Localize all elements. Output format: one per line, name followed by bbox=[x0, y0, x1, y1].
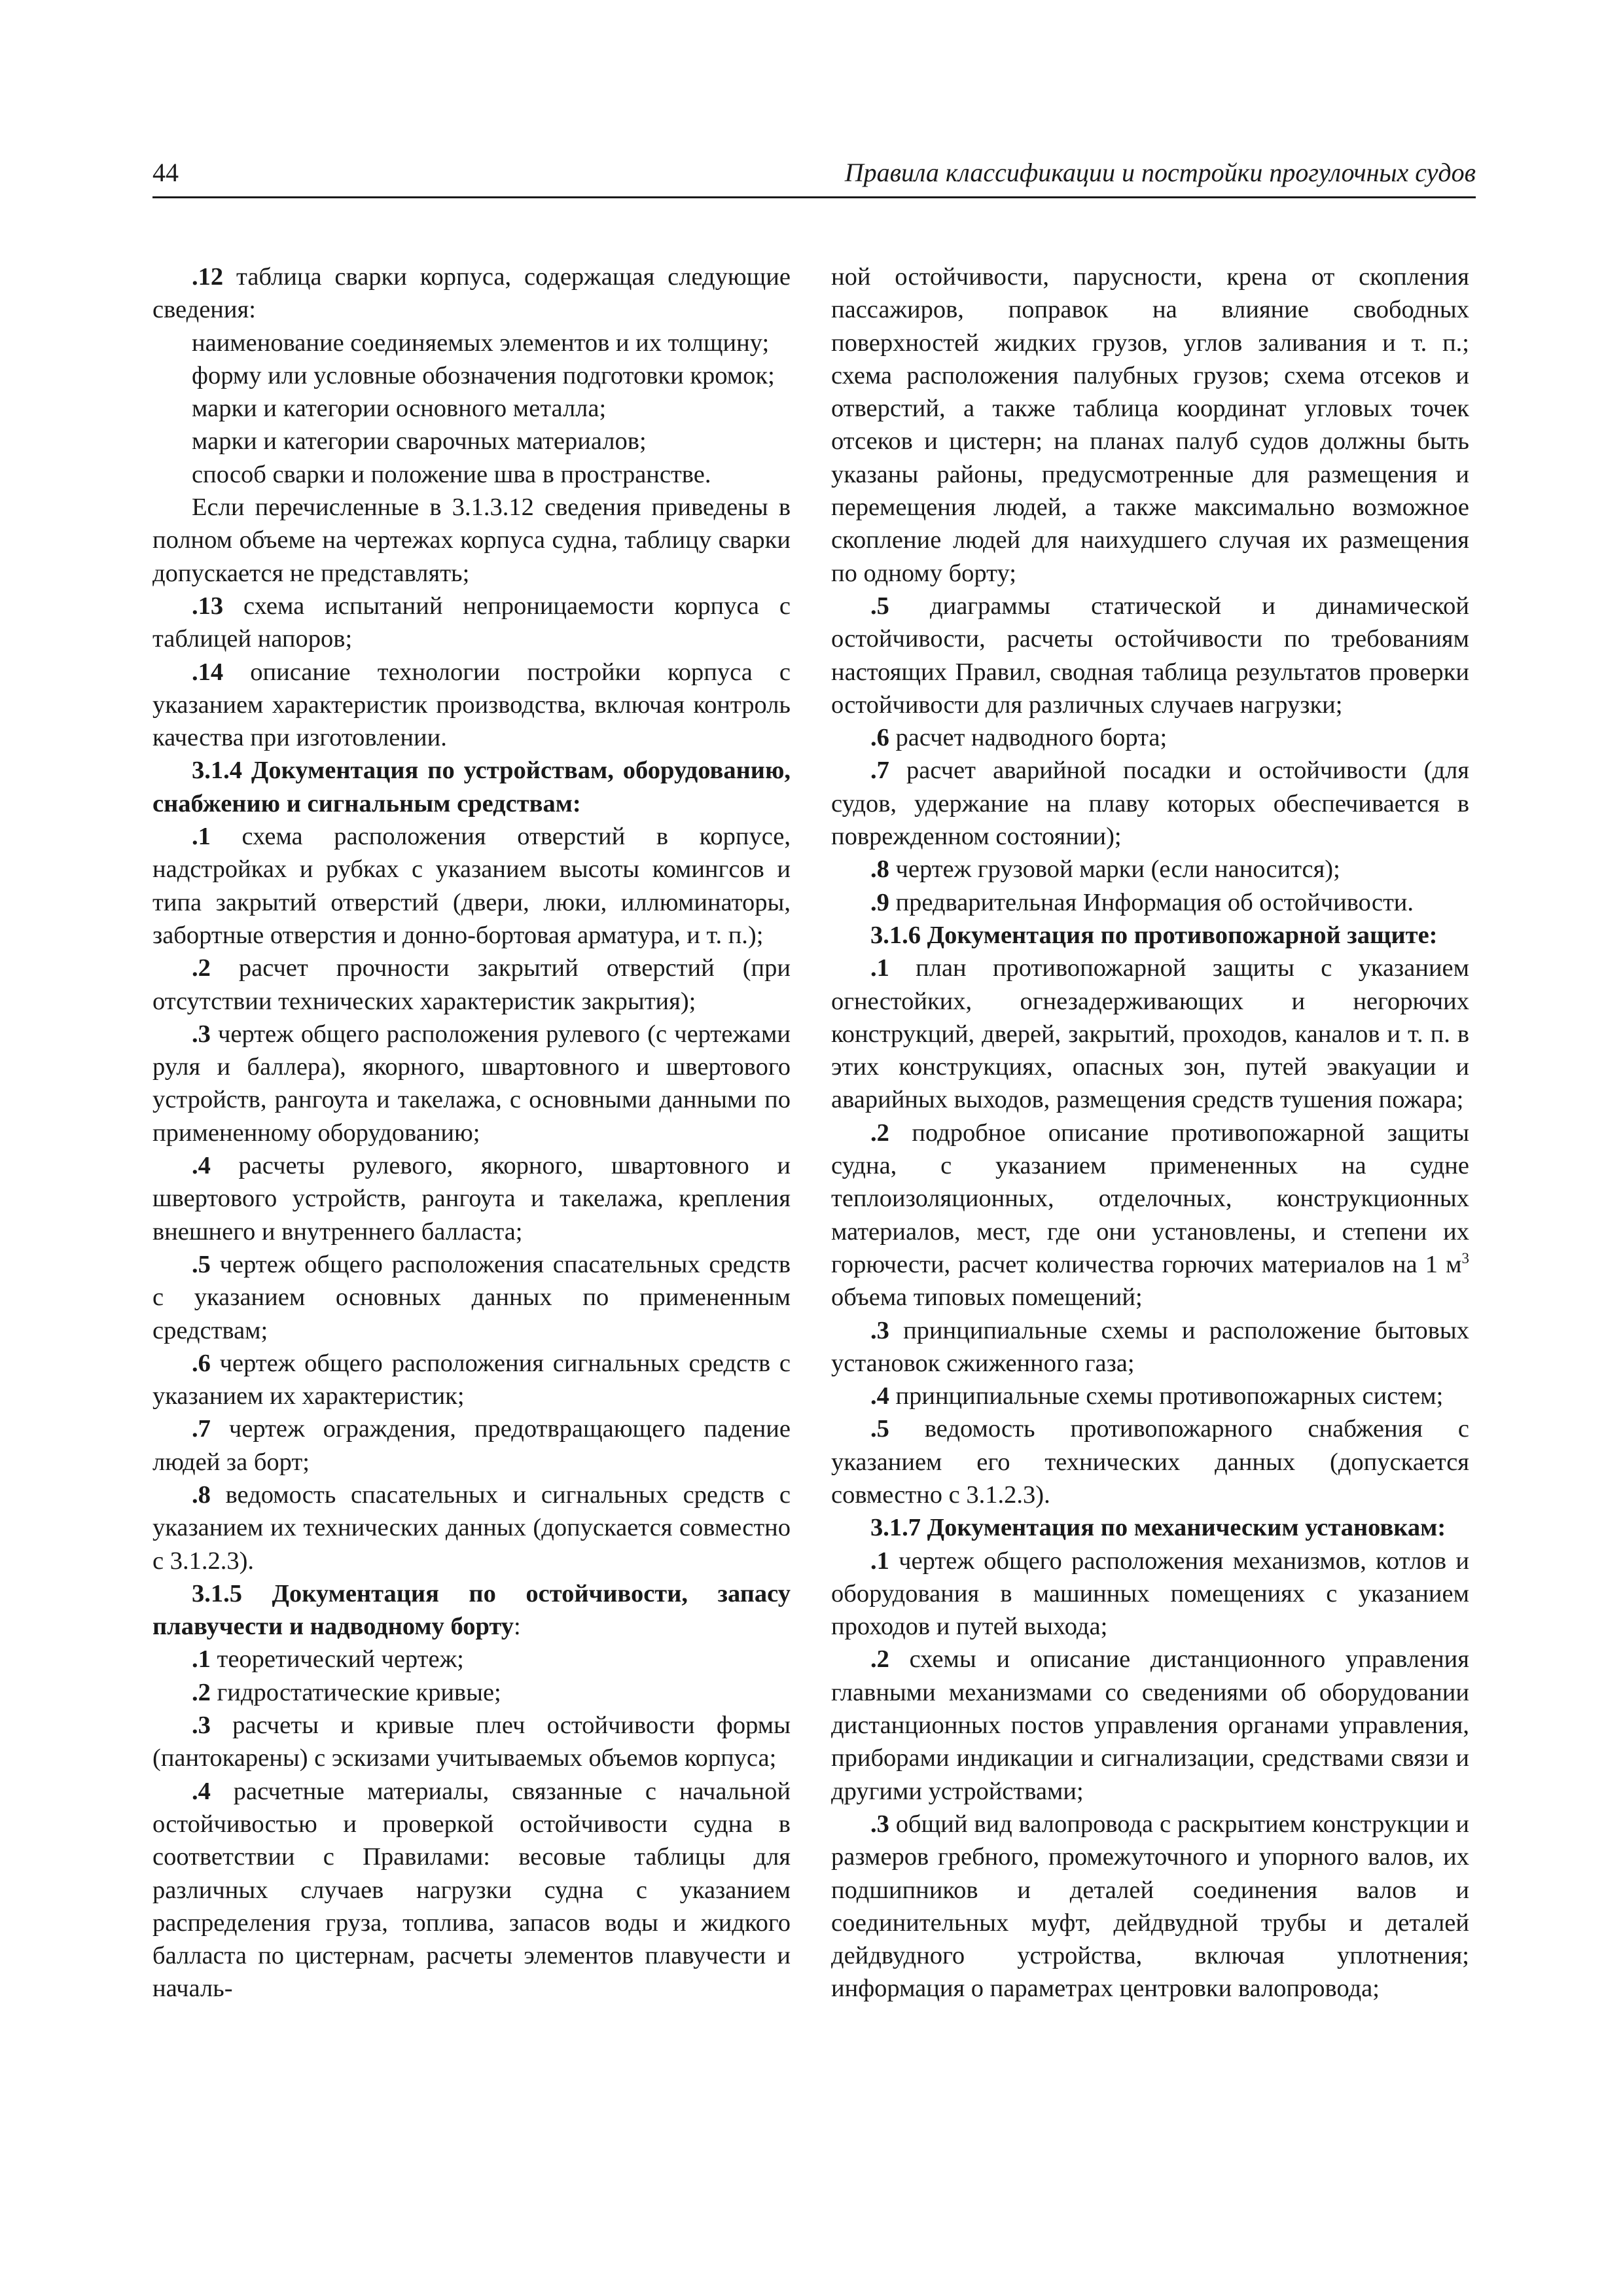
paragraph bbox=[152, 1676, 791, 1709]
paragraph-text: подробное описание противопожарной защиты судна, с указанием примененных на судне теплоизоляционных, отделочных, конструкционных материалов, мест, где они установлены, и степени их горючести, расчет количества горючих материалов на 1 м bbox=[831, 1119, 1469, 1278]
item-number: .3 bbox=[870, 1316, 889, 1344]
item-number: .3 bbox=[192, 1712, 211, 1740]
paragraph bbox=[831, 590, 1469, 721]
section-heading-text: 3.1.4 Документация по устройствам, оборудованию, снабжению и сигнальным средствам: bbox=[152, 757, 791, 817]
paragraph bbox=[152, 1709, 791, 1775]
item-number: .12 bbox=[192, 263, 224, 291]
item-number: .1 bbox=[870, 1547, 889, 1575]
paragraph-text: чертеж общего расположения сигнальных средств с указанием их характеристик; bbox=[152, 1349, 791, 1410]
paragraph-text: чертеж ограждения, предотвращающего падение людей за борт; bbox=[152, 1415, 791, 1476]
item-number: .7 bbox=[192, 1415, 211, 1443]
paragraph-text: план противопожарной защиты с указанием огнестойких, огнезадерживающих и негорючих конструкций, дверей, закрытий, проходов, каналов и т. п. в этих конструкциях, опасных зон, путей эвакуации и аварийных выходов, размещения средств тушения пожара; bbox=[831, 954, 1469, 1114]
paragraph bbox=[152, 1643, 791, 1676]
paragraph bbox=[152, 1018, 791, 1149]
paragraph bbox=[152, 1479, 791, 1577]
paragraph-text: объема типовых помещений; bbox=[831, 1283, 1143, 1312]
paragraph bbox=[831, 1643, 1469, 1807]
item-number: .4 bbox=[192, 1777, 211, 1805]
paragraph-text: расчет надводного борта; bbox=[889, 724, 1168, 752]
paragraph bbox=[831, 1808, 1469, 2005]
section-heading-text: 3.1.7 Документация по механическим установкам: bbox=[870, 1514, 1446, 1542]
section-heading bbox=[152, 754, 791, 820]
paragraph bbox=[831, 721, 1469, 754]
paragraph bbox=[152, 260, 791, 327]
item-number: .5 bbox=[870, 592, 889, 620]
item-number: .2 bbox=[870, 1645, 889, 1674]
item-number: .1 bbox=[192, 1645, 211, 1674]
paragraph bbox=[152, 820, 791, 952]
paragraph: Если перечисленные в 3.1.3.12 сведения приведены в полном объеме на чертежах корпуса судна, таблицу сварки допускается не представлять; bbox=[152, 493, 791, 587]
paragraph-text: предварительная Информация об остойчивости. bbox=[889, 888, 1414, 916]
paragraph-text: таблица сварки корпуса, содержащая следующие сведения: bbox=[152, 263, 791, 324]
left-column bbox=[152, 260, 791, 2005]
paragraph-text: гидростатические кривые; bbox=[210, 1678, 501, 1706]
paragraph-text: принципиальные схемы противопожарных систем; bbox=[889, 1382, 1444, 1410]
paragraph bbox=[831, 754, 1469, 853]
paragraph bbox=[152, 656, 791, 755]
paragraph-text: чертеж грузовой марки (если наносится); bbox=[889, 855, 1340, 884]
paragraph-text: расчеты рулевого, якорного, швартовного и швертового устройств, рангоута и такелажа, крепления внешнего и внутреннего балласта; bbox=[152, 1152, 791, 1246]
item-number: .2 bbox=[192, 954, 211, 982]
paragraph: способ сварки и положение шва в пространстве. bbox=[192, 460, 711, 488]
paragraph-text: схема испытаний непроницаемости корпуса с таблицей напоров; bbox=[152, 592, 791, 653]
paragraph bbox=[831, 886, 1469, 919]
paragraph-text: описание технологии постройки корпуса с указанием характеристик производства, включая контроль качества при изготовлении. bbox=[152, 658, 791, 752]
paragraph bbox=[831, 1412, 1469, 1511]
section-heading bbox=[831, 919, 1469, 952]
item-number: .6 bbox=[870, 724, 889, 752]
item-number: .4 bbox=[870, 1382, 889, 1410]
item-number: .8 bbox=[192, 1480, 211, 1509]
item-number: .7 bbox=[870, 757, 889, 785]
paragraph: марки и категории сварочных материалов; bbox=[192, 427, 647, 456]
paragraph bbox=[831, 1314, 1469, 1380]
paragraph-continuation: ной остойчивости, парусности, крена от скопления пассажиров, поправок на влияние свободных поверхностей жидких грузов, углов заливания и т. п.; схема расположения палубных грузов; схема отсеков и отверстий, а также таблица координат угловых точек отсеков и цистерн; на планах палуб судов должны быть указаны районы, предусмотренные для размещения и перемещения людей, а также максимально возможное скопление людей для наихудшего случая их размещения по одному борту; bbox=[831, 263, 1469, 587]
paragraph: марки и категории основного металла; bbox=[192, 395, 607, 423]
paragraph-text: ведомость противопожарного снабжения с указанием его технических данных (допускается совместно с 3.1.2.3). bbox=[831, 1415, 1469, 1509]
item-number: .4 bbox=[192, 1152, 211, 1180]
item-number: .2 bbox=[870, 1119, 889, 1147]
section-heading-text: 3.1.5 Документация по остойчивости, запасу плавучести и надводному борту bbox=[152, 1579, 791, 1641]
item-number: .1 bbox=[870, 954, 889, 982]
paragraph-text: теоретический чертеж; bbox=[210, 1645, 464, 1674]
item-number: .9 bbox=[870, 888, 889, 916]
paragraph bbox=[152, 1149, 791, 1248]
superscript: 3 bbox=[1461, 1249, 1469, 1267]
paragraph-text: расчеты и кривые плеч остойчивости формы (пантокарены) с эскизами учитываемых объемов корпуса; bbox=[152, 1712, 791, 1772]
paragraph bbox=[831, 853, 1469, 886]
paragraph-text: общий вид валопровода с раскрытием конструкции и размеров гребного, промежуточного и упорного валов, их подшипников и деталей соединения валов и соединительных муфт, дейдвудной трубы и деталей дейдвудного устройства, включая уплотнения; информация о параметрах центровки валопровода; bbox=[831, 1810, 1469, 2003]
page-header bbox=[152, 156, 1476, 198]
item-number: .5 bbox=[870, 1415, 889, 1443]
item-number: .8 bbox=[870, 855, 889, 884]
paragraph bbox=[152, 590, 791, 656]
page-number: 44 bbox=[152, 158, 179, 187]
paragraph: форму или условные обозначения подготовки кромок; bbox=[192, 361, 775, 389]
paragraph bbox=[152, 952, 791, 1018]
paragraph-text: чертеж общего расположения механизмов, котлов и оборудования в машинных помещениях с указанием проходов и путей выхода; bbox=[831, 1547, 1469, 1641]
paragraph bbox=[831, 952, 1469, 1116]
paragraph-text: чертеж общего расположения рулевого (с чертежами руля и баллера), якорного, швартовного и швертового устройств, рангоута и такелажа, с основными данными по примененному оборудованию; bbox=[152, 1020, 791, 1147]
running-title: Правила классификации и постройки прогулочных судов bbox=[844, 158, 1476, 187]
item-number: .1 bbox=[192, 823, 211, 851]
paragraph-text: чертеж общего расположения спасательных средств с указанием основных данных по примененным средствам; bbox=[152, 1250, 791, 1344]
paragraph-text: схема расположения отверстий в корпусе, надстройках и рубках с указанием высоты комингсов и типа закрытий отверстий (двери, люки, иллюминаторы, забортные отверстия и донно-бортовая арматура, и т. п.); bbox=[152, 823, 791, 949]
paragraph bbox=[152, 1775, 791, 2005]
paragraph bbox=[152, 1412, 791, 1479]
item-number: .5 bbox=[192, 1250, 211, 1278]
paragraph-text: принципиальные схемы и расположение бытовых установок сжиженного газа; bbox=[831, 1316, 1469, 1377]
paragraph-text: ведомость спасательных и сигнальных средств с указанием их технических данных (допускается совместно с 3.1.2.3). bbox=[152, 1480, 791, 1575]
item-number: .13 bbox=[192, 592, 224, 620]
item-number: .14 bbox=[192, 658, 224, 686]
item-number: .3 bbox=[870, 1810, 889, 1838]
paragraph bbox=[152, 1347, 791, 1413]
paragraph bbox=[831, 1117, 1469, 1314]
right-column bbox=[831, 260, 1469, 2005]
section-heading bbox=[152, 1577, 791, 1643]
paragraph bbox=[831, 1545, 1469, 1643]
section-heading-text: 3.1.6 Документация по противопожарной защите: bbox=[870, 921, 1438, 949]
paragraph-text: расчет прочности закрытий отверстий (при отсутствии технических характеристик закрытия); bbox=[152, 954, 791, 1015]
paragraph bbox=[152, 1248, 791, 1347]
heading-colon: : bbox=[514, 1613, 521, 1641]
paragraph bbox=[831, 1380, 1469, 1412]
item-number: .2 bbox=[192, 1678, 211, 1706]
paragraph-text: диаграммы статической и динамической остойчивости, расчеты остойчивости по требованиям настоящих Правил, сводная таблица результатов проверки остойчивости для различных случаев нагрузки; bbox=[831, 592, 1469, 719]
section-heading bbox=[831, 1511, 1469, 1544]
paragraph: наименование соединяемых элементов и их толщину; bbox=[192, 329, 770, 357]
item-number: .3 bbox=[192, 1020, 211, 1048]
paragraph-text: расчет аварийной посадки и остойчивости (для судов, удержание на плаву которых обеспечивается в поврежденном состоянии); bbox=[831, 757, 1469, 851]
item-number: .6 bbox=[192, 1349, 211, 1377]
paragraph-text: расчетные материалы, связанные с начальной остойчивостью и проверкой остойчивости судна в соответствии с Правилами: весовые таблицы для различных случаев нагрузки судна с указанием распределения груза, топлива, запасов воды и жидкого балласта по цистернам, расчеты элементов плавучести и началь- bbox=[152, 1777, 791, 2003]
paragraph-text: схемы и описание дистанционного управления главными механизмами со сведениями об оборудовании дистанционных постов управления органами управления, приборами индикации и сигнализации, средствами связи и другими устройствами; bbox=[831, 1645, 1469, 1805]
